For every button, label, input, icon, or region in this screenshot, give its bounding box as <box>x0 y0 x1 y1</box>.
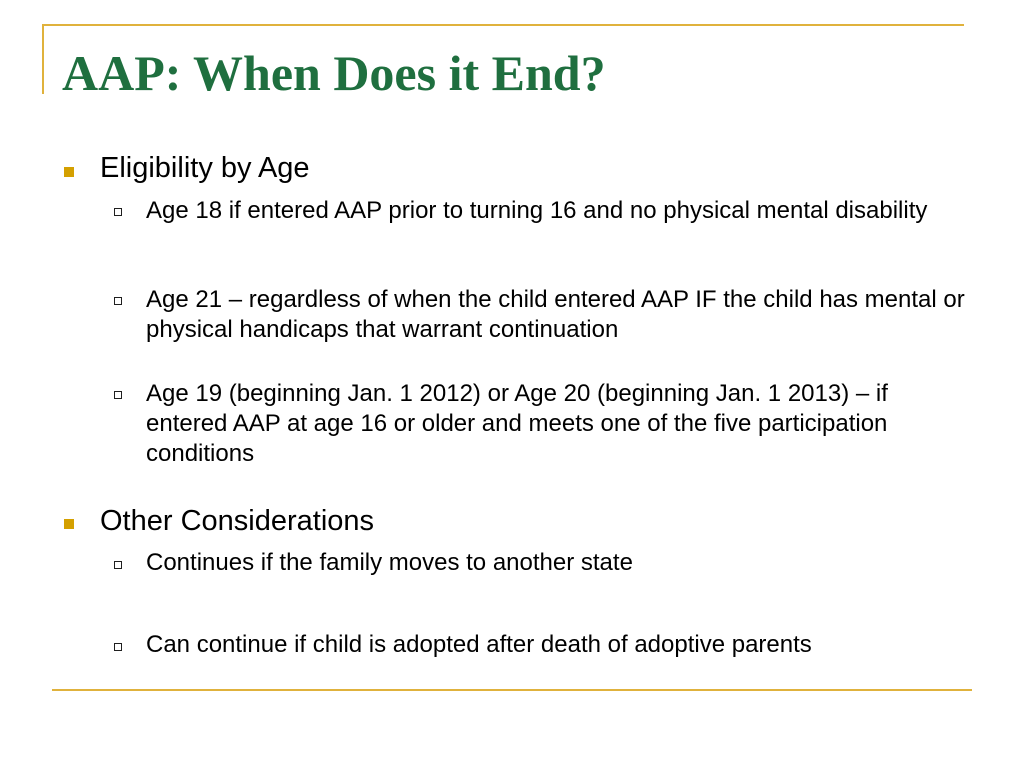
hollow-square-bullet-icon <box>114 297 122 305</box>
list-item-age-19-20: Age 19 (beginning Jan. 1 2012) or Age 20 (beginning Jan. 1 2013) – if entered AAP at age 16 or older and meets one of the five participation conditions <box>146 380 888 467</box>
hollow-square-bullet-icon <box>114 208 122 216</box>
section-heading-other: Other Considerations <box>100 505 375 537</box>
slide-title: AAP: When Does it End? <box>62 45 606 101</box>
list-item-age-18: Age 18 if entered AAP prior to turning 16 and no physical mental disability <box>146 197 928 224</box>
square-bullet-icon <box>64 519 74 529</box>
hollow-square-bullet-icon <box>114 561 122 569</box>
bottom-border-line <box>52 689 972 691</box>
list-item-age-21: Age 21 – regardless of when the child entered AAP IF the child has mental or physical handicaps that warrant continuation <box>146 286 965 343</box>
list-item-moves-state: Continues if the family moves to another state <box>146 549 633 576</box>
hollow-square-bullet-icon <box>114 391 122 399</box>
list-item-adopted-after-death: Can continue if child is adopted after death of adoptive parents <box>146 631 812 658</box>
hollow-square-bullet-icon <box>114 643 122 651</box>
section-heading-eligibility: Eligibility by Age <box>100 152 310 184</box>
square-bullet-icon <box>64 167 74 177</box>
